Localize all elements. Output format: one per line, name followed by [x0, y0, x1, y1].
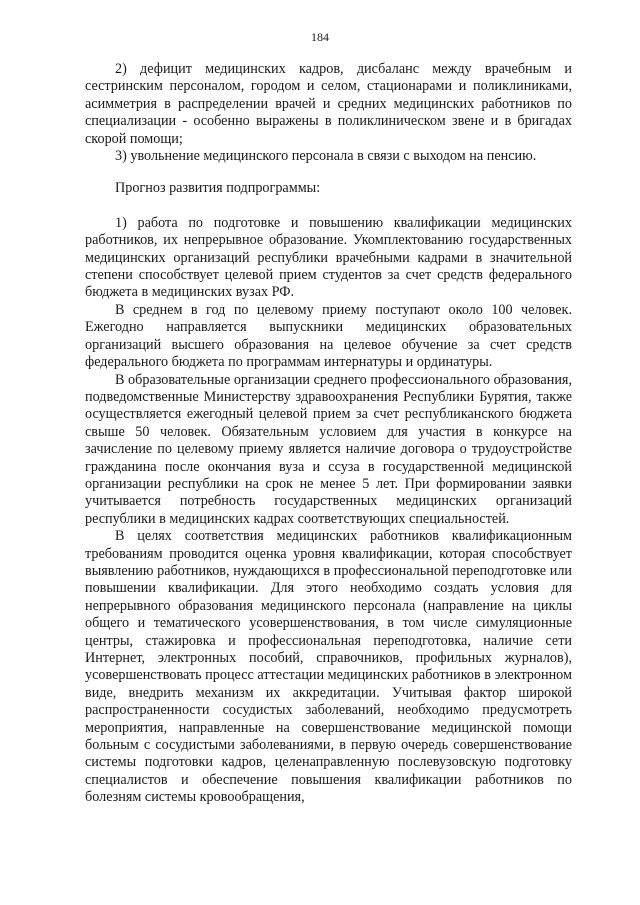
paragraph-retirement: 3) увольнение медицинского персонала в связи с выходом на пенсию.	[115, 148, 537, 165]
paragraph-training: 1) работа по подготовке и повышению квалификации медицинских работников, их непрерывное образование. Укомплектованию государственных медицинских организаций республики врачебными кадрами в значительной степени способствует целевой прием студентов за счет средств федерального бюджета в медицинских вузах РФ.	[85, 214, 572, 301]
body-text	[85, 61, 572, 807]
paragraph-target-admission: В среднем в год по целевому приему поступают около 100 человек. Ежегодно направляется выпускники медицинских образовательных организаций высшего образования на целевое обучение за счет средств федерального бюджета по программам интернатуры и ординатуры.	[85, 301, 572, 371]
paragraph-staff-shortage: 2) дефицит медицинских кадров, дисбаланс между врачебным и сестринским персоналом, городом и селом, стационарами и поликлиниками, асимметрия в распределении врачей и средних медицинских работников по специализации - особенно выражены в поликлиническом звене и в бригадах скорой помощи;	[85, 61, 572, 147]
paragraph-secondary-education: В образовательные организации среднего профессионального образования, подведомственные Министерству здравоохранения Республики Бурятия, также осуществляется ежегодный целевой прием за счет республиканского бюджета свыше 50 человек. Обязательным условием для участия в конкурсе на зачисление по целевому приему является наличие договора о трудоустройстве гражданина после окончания вуза и ссуза в государственной медицинской организации республики на срок не менее 5 лет. При формировании заявки учитывается потребность государственных медицинских организаций республики в медицинских кадрах соответствующих специальностей.	[85, 371, 572, 527]
page-number: 184	[311, 30, 329, 44]
section-heading-forecast: Прогноз развития подпрограммы:	[115, 180, 321, 197]
paragraph-qualification: В целях соответствия медицинских работников квалификационным требованиям проводится оценка уровня квалификации, которая способствует выявлению работников, нуждающихся в профессиональной переподготовке или повышении квалификации. Для этого необходимо создать условия для непрерывного образования медицинского персонала (направление на циклы общего и тематического усовершенствования, в том числе симуляционные центры, стажировка и профессиональная переподготовка, наличие сети Интернет, электронных пособий, справочников, профильных журналов), усовершенствовать процесс аттестации медицинских работников в электронном виде, внедрить механизм их аккредитации. Учитывая фактор широкой распространенности сосудистых заболеваний, необходимо предусмотреть мероприятия, направленные на совершенствование медицинской помощи больным с сосудистыми заболеваниями, в первую очередь совершенствование системы подготовки кадров, целенаправленную послевузовскую подготовку специалистов и обеспечение повышения квалификации работников по болезням системы кровообращения,	[85, 528, 572, 806]
